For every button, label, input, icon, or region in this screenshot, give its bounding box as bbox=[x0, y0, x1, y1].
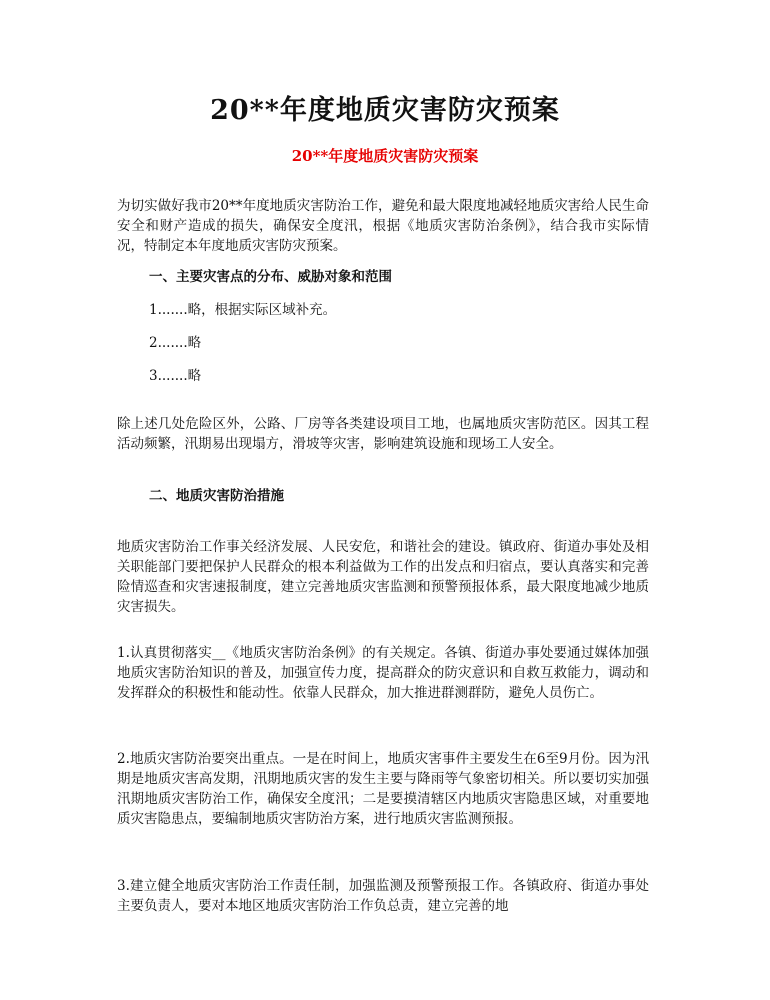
document-subtitle: 20**年度地质灾害防灾预案 bbox=[291, 147, 479, 165]
measure-2-paragraph: 2.地质灾害防治要突出重点。一是在时间上，地质灾害事件主要发生在6至9月份。因为汛期是地质灾害高发期，汛期地质灾害的发生主要与降雨等气象密切相关。所以要切实加强汛期地质灾害防治工作，确保安全度汛；二是要摸清辖区内地质灾害隐患区域，对重要地质灾害隐患点，要编制地质灾害防治方案，进行地质灾害监测预报。 bbox=[117, 751, 649, 827]
measure-3-paragraph: 3.建立健全地质灾害防治工作责任制，加强监测及预警预报工作。各镇政府、街道办事处主要负责人，要对本地区地质灾害防治工作负总责，建立完善的地 bbox=[117, 878, 649, 914]
list-item: 1.......略，根据实际区域补充。 bbox=[149, 302, 337, 318]
list-item: 2.......略 bbox=[149, 335, 202, 351]
measure-1-paragraph: 1.认真贯彻落实__《地质灾害防治条例》的有关规定。各镇、街道办事处要通过媒体加强地质灾害防治知识的普及，加强宣传力度，提高群众的防灾意识和自救互救能力，调动和发挥群众的积极性和能动性。依靠人民群众，加大推进群测群防，避免人员伤亡。 bbox=[117, 645, 649, 701]
list-item: 3.......略 bbox=[149, 368, 202, 384]
measures-intro-paragraph: 地质灾害防治工作事关经济发展、人民安危，和谐社会的建设。镇政府、街道办事处及相关职能部门要把保护人民群众的根本利益做为工作的出发点和归宿点，要认真落实和完善险情巡查和灾害速报制度，建立完善地质灾害监测和预警预报体系，最大限度地减少地质灾害损失。 bbox=[117, 539, 649, 615]
section-heading-distribution: 一、主要灾害点的分布、威胁对象和范围 bbox=[149, 269, 392, 285]
intro-paragraph: 为切实做好我市20**年度地质灾害防治工作，避免和最大限度地减轻地质灾害给人民生命安全和财产造成的损失，确保安全度汛，根据《地质灾害防治条例》，结合我市实际情况，特制定本年度地质灾害防灾预案。 bbox=[117, 198, 649, 254]
hazard-zone-paragraph: 除上述几处危险区外，公路、厂房等各类建设项目工地，也属地质灾害防范区。因其工程活动频繁，汛期易出现塌方，滑坡等灾害，影响建筑设施和现场工人安全。 bbox=[117, 416, 649, 452]
section-heading-measures: 二、地质灾害防治措施 bbox=[149, 488, 284, 504]
document-title: 20**年度地质灾害防灾预案 bbox=[210, 95, 560, 126]
